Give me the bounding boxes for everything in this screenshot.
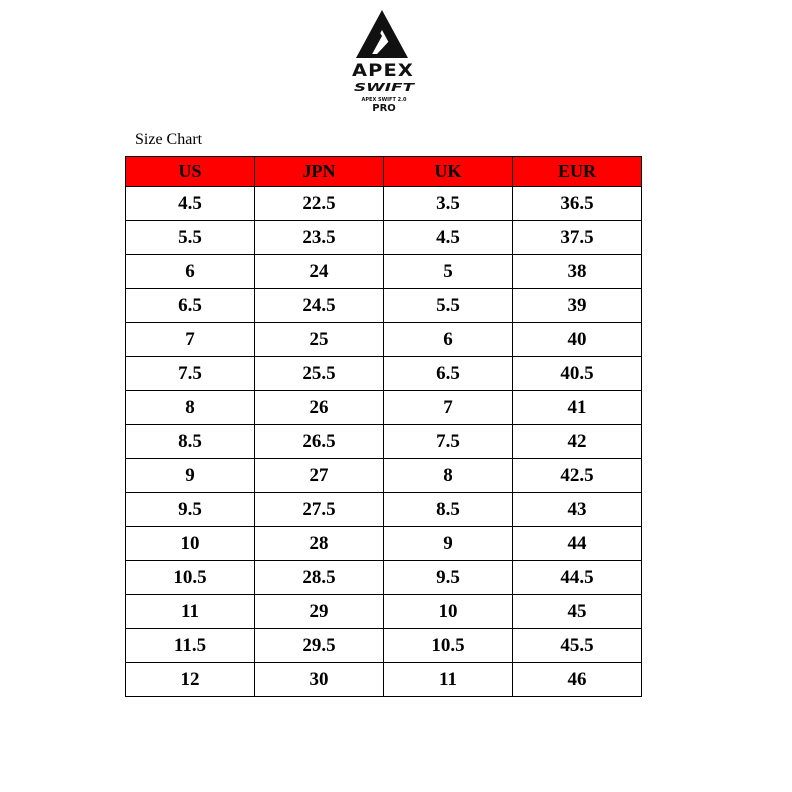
size-cell-jpn: 24 <box>255 255 384 289</box>
logo-small-text: APEX SWIFT 2.0 <box>361 97 407 103</box>
size-cell-us: 11.5 <box>126 629 255 663</box>
size-cell-eur: 40.5 <box>513 357 642 391</box>
size-cell-us: 9 <box>126 459 255 493</box>
size-cell-uk: 9 <box>384 527 513 561</box>
table-row <box>126 391 642 425</box>
table-row <box>126 595 642 629</box>
column-header-uk: UK <box>384 157 513 187</box>
size-cell-eur: 42.5 <box>513 459 642 493</box>
size-cell-us: 9.5 <box>126 493 255 527</box>
size-cell-eur: 36.5 <box>513 187 642 221</box>
size-cell-jpn: 30 <box>255 663 384 697</box>
logo-edition-text: PRO <box>372 103 396 114</box>
size-cell-eur: 38 <box>513 255 642 289</box>
size-cell-us: 5.5 <box>126 221 255 255</box>
column-header-jpn: JPN <box>255 157 384 187</box>
size-cell-eur: 40 <box>513 323 642 357</box>
table-row <box>126 493 642 527</box>
size-cell-eur: 45 <box>513 595 642 629</box>
size-cell-eur: 42 <box>513 425 642 459</box>
size-chart-caption: Size Chart <box>135 131 203 148</box>
size-cell-eur: 44.5 <box>513 561 642 595</box>
size-cell-us: 8.5 <box>126 425 255 459</box>
table-row <box>126 459 642 493</box>
size-cell-us: 4.5 <box>126 187 255 221</box>
size-cell-jpn: 27 <box>255 459 384 493</box>
size-cell-uk: 6 <box>384 323 513 357</box>
column-header-us: US <box>126 157 255 187</box>
table-header-row <box>126 157 642 187</box>
table-row <box>126 629 642 663</box>
size-cell-us: 7 <box>126 323 255 357</box>
size-cell-us: 6.5 <box>126 289 255 323</box>
apex-logo <box>340 8 440 118</box>
column-header-eur: EUR <box>513 157 642 187</box>
table-row <box>126 357 642 391</box>
size-cell-jpn: 28 <box>255 527 384 561</box>
size-cell-jpn: 29 <box>255 595 384 629</box>
table-row <box>126 663 642 697</box>
table-row <box>126 425 642 459</box>
size-cell-uk: 6.5 <box>384 357 513 391</box>
size-cell-uk: 11 <box>384 663 513 697</box>
size-chart-table <box>125 156 642 697</box>
size-cell-uk: 3.5 <box>384 187 513 221</box>
logo-brand-text: APEX <box>352 61 414 81</box>
size-cell-jpn: 29.5 <box>255 629 384 663</box>
table-row <box>126 187 642 221</box>
size-cell-eur: 41 <box>513 391 642 425</box>
size-cell-jpn: 26 <box>255 391 384 425</box>
size-cell-jpn: 25.5 <box>255 357 384 391</box>
size-cell-jpn: 26.5 <box>255 425 384 459</box>
apex-triangle-icon <box>356 10 408 58</box>
size-cell-eur: 44 <box>513 527 642 561</box>
table-row <box>126 221 642 255</box>
size-cell-uk: 10.5 <box>384 629 513 663</box>
size-cell-jpn: 22.5 <box>255 187 384 221</box>
size-cell-uk: 9.5 <box>384 561 513 595</box>
size-cell-uk: 8.5 <box>384 493 513 527</box>
size-cell-eur: 43 <box>513 493 642 527</box>
size-cell-jpn: 28.5 <box>255 561 384 595</box>
size-cell-uk: 8 <box>384 459 513 493</box>
size-cell-us: 12 <box>126 663 255 697</box>
size-cell-uk: 10 <box>384 595 513 629</box>
table-row <box>126 323 642 357</box>
logo-product-text: SWIFT <box>354 81 417 94</box>
size-cell-us: 10 <box>126 527 255 561</box>
size-cell-eur: 39 <box>513 289 642 323</box>
size-cell-jpn: 24.5 <box>255 289 384 323</box>
size-cell-jpn: 27.5 <box>255 493 384 527</box>
size-cell-uk: 7.5 <box>384 425 513 459</box>
size-cell-jpn: 25 <box>255 323 384 357</box>
size-cell-us: 6 <box>126 255 255 289</box>
size-cell-uk: 4.5 <box>384 221 513 255</box>
size-cell-eur: 46 <box>513 663 642 697</box>
size-cell-us: 8 <box>126 391 255 425</box>
size-cell-uk: 7 <box>384 391 513 425</box>
size-cell-uk: 5.5 <box>384 289 513 323</box>
size-cell-eur: 37.5 <box>513 221 642 255</box>
size-cell-eur: 45.5 <box>513 629 642 663</box>
table-row <box>126 561 642 595</box>
size-cell-us: 11 <box>126 595 255 629</box>
size-cell-us: 10.5 <box>126 561 255 595</box>
table-row <box>126 527 642 561</box>
size-cell-us: 7.5 <box>126 357 255 391</box>
size-cell-jpn: 23.5 <box>255 221 384 255</box>
size-cell-uk: 5 <box>384 255 513 289</box>
table-row <box>126 255 642 289</box>
table-row <box>126 289 642 323</box>
